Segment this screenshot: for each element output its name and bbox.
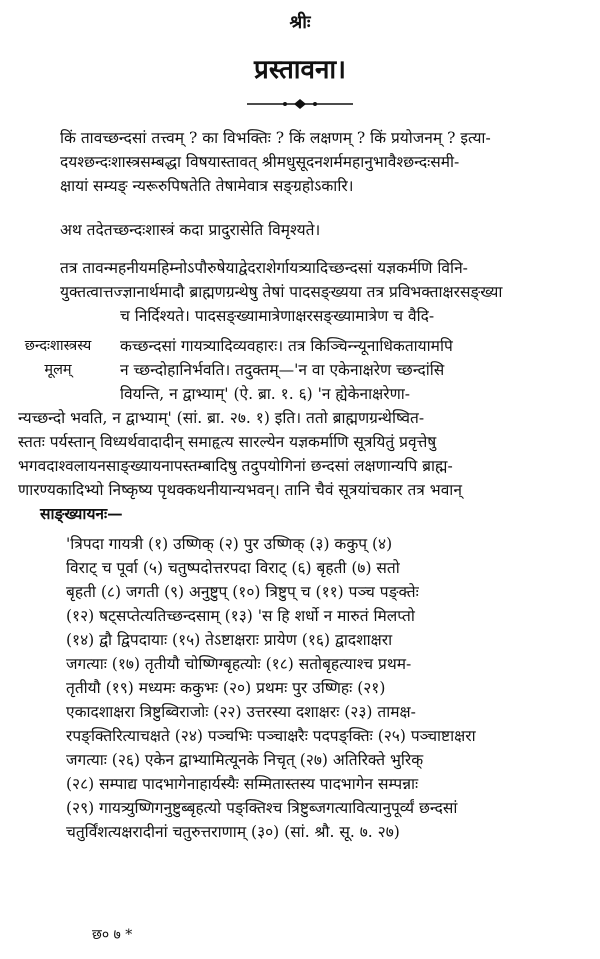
verse-line: (२९) गायत्र्युष्णिगनुष्टुब्बृहत्यो पङ्क्तिश्च त्रिष्टुब्जगत्यावित्यानुपूर्व्यं छन्दसां	[66, 799, 458, 817]
text-line: अथ तदेतच्छन्दःशास्त्रं कदा प्रादुरासेति विमृश्यते।	[60, 221, 321, 239]
text-line: युक्तत्वात्तज्ज्ञानार्थमादौ ब्राह्मणग्रन्थेषु तेषां पादसङ्ख्यया तत्र प्रविभक्ताक्षरसङ्ख्या	[60, 283, 503, 301]
text-line: तत्र तावन्महनीयमहिम्नोऽपौरुषेयाद्वेदराशेर्गायत्र्यादिच्छन्दसां यज्ञकर्मणि विनि-	[60, 259, 468, 277]
verse-line: (१२) षट्सप्तेत्यतिच्छन्दसाम् (१३) 'स हि शर्धो न मारुतं मिलप्तो	[66, 607, 415, 625]
text-line: भगवदाश्वलायनसाङ्ख्यायनापस्तम्बादिषु तदुपयोगिनां छन्दसां लक्षणान्यपि ब्राह्म-	[18, 457, 453, 475]
invocation: श्रीः	[289, 12, 311, 33]
paragraph-main-a	[60, 256, 580, 328]
ornament-divider	[245, 97, 355, 111]
paragraph-main-c	[18, 406, 580, 502]
hanging-name: साङ्ख्यायनः—	[40, 504, 123, 523]
verse-block	[66, 532, 576, 844]
text-line: च निर्दिश्यते। पादसङ्ख्यामात्रेणाक्षरसङ्ख्यामात्रेण च वैदि-	[120, 307, 435, 325]
paragraph-intro	[60, 126, 580, 198]
text-line: णारण्यकादिभ्यो निष्कृष्य पृथक्कथनीयान्यभवन्। तानि चैवं सूत्रयांचकार तत्र भवान्	[18, 481, 462, 499]
folio-mark: छ० ७ *	[92, 927, 133, 943]
verse-line: 'त्रिपदा गायत्री (१) उष्णिक् (२) पुर उष्णिक् (३) ककुप् (४)	[66, 535, 393, 553]
text-line: न्यच्छन्दो भवति, न द्वाभ्याम्' (सां. ब्रा. २७. १) इति। ततो ब्राह्मणग्रन्थेष्वित-	[18, 409, 425, 427]
text-line: स्ततः पर्यस्तान् विध्यर्थवादादीन् समाहृत्य सारल्येन यज्ञकर्माणि सूत्रयितुं प्रवृत्तेषु	[18, 433, 437, 451]
text-line: क्षायां सम्यङ् न्यरूरुपिषतेति तेषामेवात्र सङ्ग्रहोऽकारि।	[60, 177, 354, 195]
paragraph-main-b	[120, 334, 580, 406]
verse-line: तृतीयौ (१९) मध्यमः ककुभः (२०) प्रथमः पुर उष्णिहः (२१)	[66, 679, 386, 697]
text-line: कच्छन्दसां गायत्र्यादिव्यवहारः। तत्र किञ्चिन्न्यूनाधिकतायामपि	[120, 337, 453, 355]
verse-line: चतुर्विंशत्यक्षरादीनां चतुरुत्तराणाम् (३०) (सां. श्रौ. सू. ७. २७)	[66, 823, 400, 841]
text-line: दयश्छन्दःशास्त्रसम्बद्धा विषयास्तावत् श्रीमधुसूदनशर्ममहानुभावैश्छन्दःसमी-	[60, 153, 460, 171]
side-note-line: छन्दःशास्त्रस्य	[24, 338, 92, 354]
verse-line: विराट् च पूर्वा (५) चतुष्पदोत्तरपदा विराट् (६) बृहती (७) सतो	[66, 559, 400, 577]
text-line: वियन्ति, न द्वाभ्याम्' (ऐ. ब्रा. १. ६) 'न ह्येकेनाक्षरेणा-	[120, 385, 411, 403]
paragraph-question	[60, 218, 580, 242]
verse-line: (२८) सम्पाद्य पादभागेनाहार्यस्यैः सम्मितास्तस्य पादभागेन सम्पन्नाः	[66, 775, 419, 793]
side-note	[18, 334, 98, 382]
verse-line: जगत्याः (२६) एकेन द्वाभ्यामित्यूनके निचृत् (२७) अतिरिक्ते भुरिक्	[66, 751, 424, 769]
side-note-line: मूलम्	[44, 362, 72, 378]
verse-line: (१४) द्वौ द्विपदायाः (१५) तेऽष्टाक्षराः प्रायेण (१६) द्वादशाक्षरा	[66, 631, 393, 649]
verse-line: रपङ्क्तिरित्याचक्षते (२४) पञ्चभिः पञ्चाक्षरैः पदपङ्क्तिः (२५) पञ्चाष्टाक्षरा	[66, 727, 476, 745]
verse-line: एकादशाक्षरा त्रिष्टुब्विराजोः (२२) उत्तरस्या दशाक्षरः (२३) तामक्ष-	[66, 703, 416, 721]
text-line: न च्छन्दोहानिर्भवति। तदुक्तम्—'न वा एकेनाक्षरेण च्छन्दांसि	[120, 361, 445, 379]
page-title: प्रस्तावना।	[254, 55, 346, 85]
verse-line: बृहती (८) जगती (९) अनुष्टुप् (१०) त्रिष्टुप् च (११) पञ्च पङ्क्तेः	[66, 583, 419, 601]
verse-line: जगत्याः (१७) तृतीयौ चोष्णिग्बृहत्योः (१८) सतोबृहत्याश्च प्रथम-	[66, 655, 412, 673]
text-line: किं तावच्छन्दसां तत्त्वम् ? का विभक्तिः ? किं लक्षणम् ? किं प्रयोजनम् ? इत्या-	[60, 129, 491, 147]
